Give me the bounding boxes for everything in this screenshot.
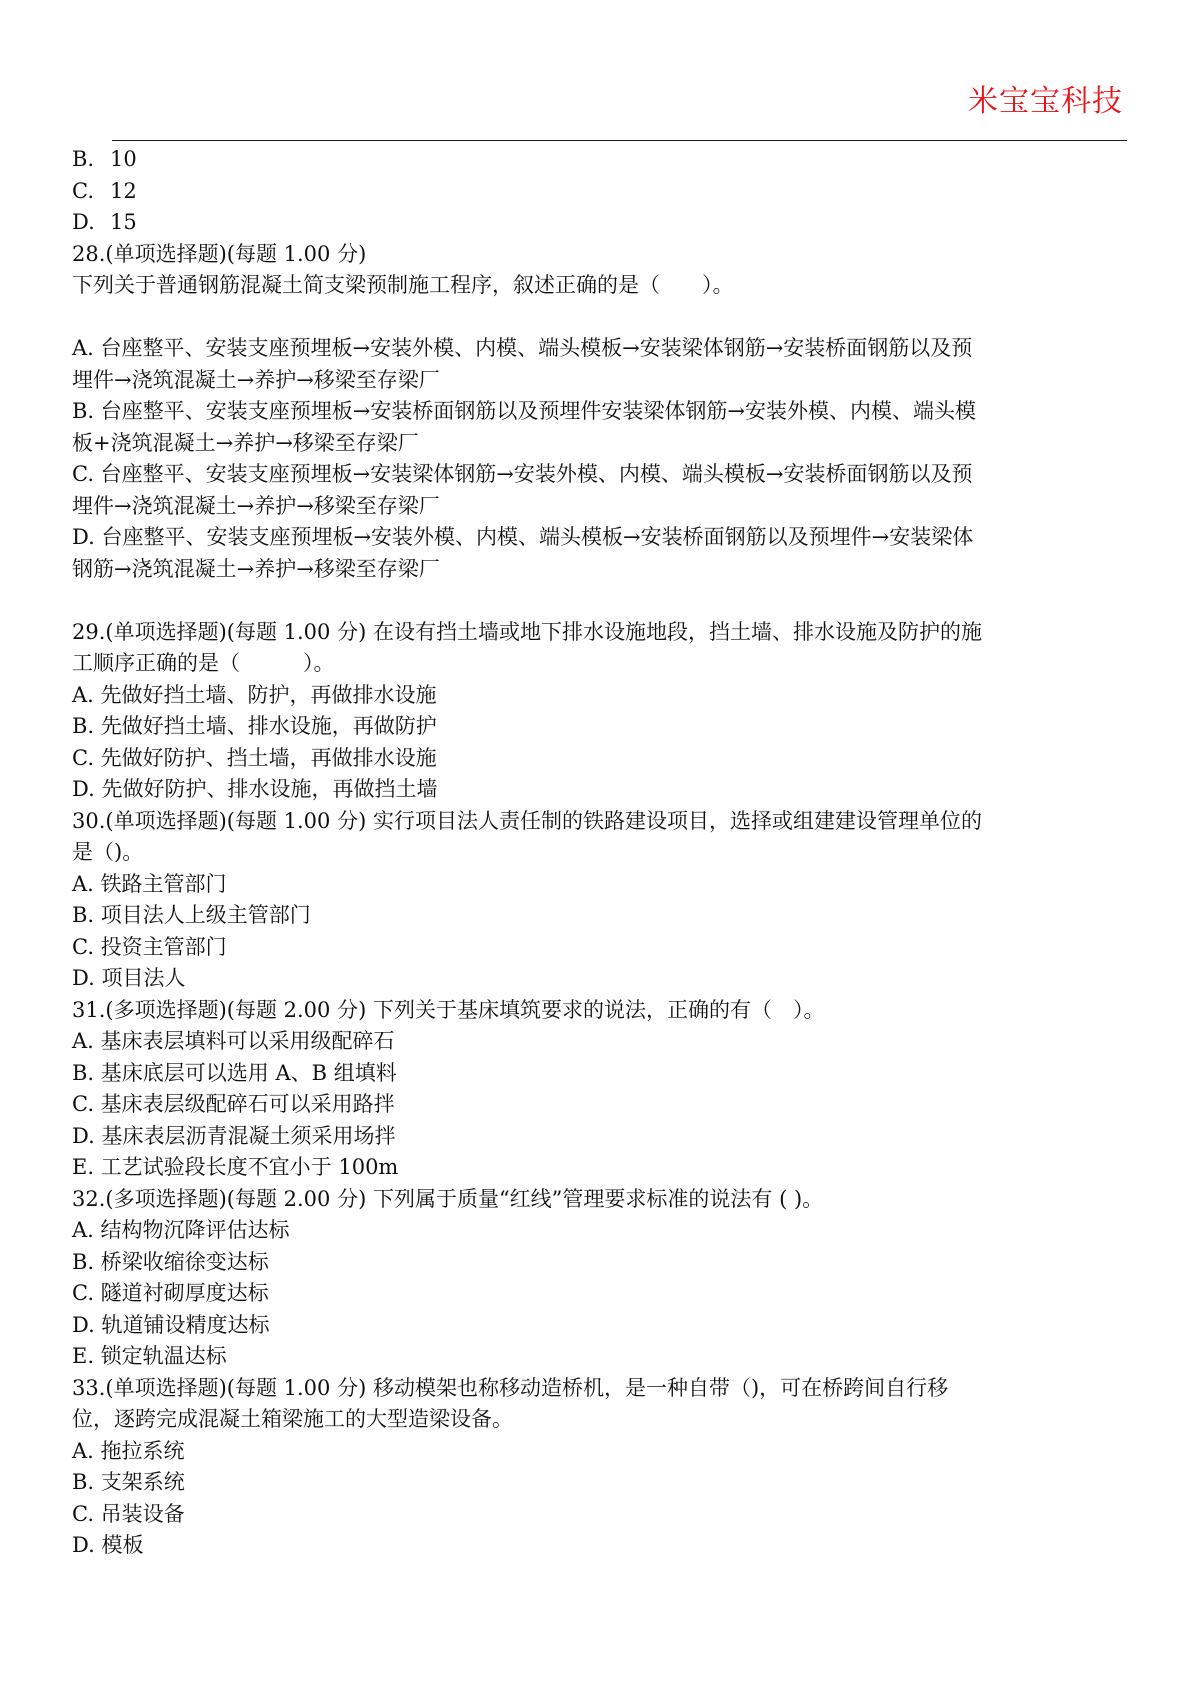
option-item: A. 基床表层填料可以采用级配碎石 xyxy=(72,1029,395,1053)
question-stem: 下列关于普通钢筋混凝土简支梁预制施工程序，叙述正确的是（ ）。 xyxy=(72,273,734,297)
question-33 xyxy=(72,1373,1132,1562)
option-text: 15 xyxy=(110,210,137,234)
option-label: D. xyxy=(72,210,95,234)
question-stem: 位，逐跨完成混凝土箱梁施工的大型造梁设备。 xyxy=(72,1407,513,1431)
option-item: A. 先做好挡土墙、防护，再做排水设施 xyxy=(72,682,437,707)
option-item xyxy=(72,176,1132,208)
option-line: 钢筋→浇筑混凝土→养护→移梁至存梁厂 xyxy=(72,556,440,581)
question-heading: 28.(单项选择题)(每题 1.00 分) xyxy=(72,241,367,266)
question-stem: 是（)。 xyxy=(72,840,144,864)
exam-content xyxy=(72,144,1132,1562)
question-stem: 工顺序正确的是（ ）。 xyxy=(72,651,335,675)
option-item: B. 桥梁收缩徐变达标 xyxy=(72,1249,269,1274)
option-line: 板+浇筑混凝土→养护→移梁至存梁厂 xyxy=(72,430,419,455)
option-line: C. 台座整平、安装支座预埋板→安装梁体钢筋→安装外模、内模、端头模板→安装桥面钢筋以及预 xyxy=(72,462,973,486)
option-label: C. xyxy=(72,178,94,203)
option-item: B. 支架系统 xyxy=(72,1470,185,1494)
option-item: C. 先做好防护、挡土墙，再做排水设施 xyxy=(72,745,437,770)
option-line: D. 台座整平、安装支座预埋板→安装外模、内模、端头模板→安装桥面钢筋以及预埋件→安装梁体 xyxy=(72,525,974,549)
option-item xyxy=(72,396,1132,459)
option-item: D. 先做好防护、排水设施，再做挡土墙 xyxy=(72,777,438,801)
option-item: E. 锁定轨温达标 xyxy=(72,1344,227,1368)
question-stem: 33.(单项选择题)(每题 1.00 分) 移动模架也称移动造桥机，是一种自带（)，可在桥跨间自行移 xyxy=(72,1375,949,1400)
option-item: D. 轨道铺设精度达标 xyxy=(72,1312,270,1337)
option-line: B. 台座整平、安装支座预埋板→安装桥面钢筋以及预埋件安装梁体钢筋→安装外模、内模、端头模 xyxy=(72,399,976,423)
option-item: D. 模板 xyxy=(72,1533,144,1557)
option-line: 埋件→浇筑混凝土→养护→移梁至存梁厂 xyxy=(72,493,440,518)
brand-logo-text: 米宝宝科技 xyxy=(968,84,1123,119)
question-29 xyxy=(72,617,1132,806)
option-item: C. 投资主管部门 xyxy=(72,934,227,959)
header-rule xyxy=(112,140,1127,141)
option-item: D. 项目法人 xyxy=(72,966,186,990)
option-item xyxy=(72,459,1132,522)
question-stem: 30.(单项选择题)(每题 1.00 分) 实行项目法人责任制的铁路建设项目，选择或组建建设管理单位的 xyxy=(72,808,982,833)
question-30 xyxy=(72,806,1132,995)
option-item xyxy=(72,207,1132,239)
option-line: A. 台座整平、安装支座预埋板→安装外模、内模、端头模板→安装梁体钢筋→安装桥面钢筋以及预 xyxy=(72,336,973,360)
question-stem: 32.(多项选择题)(每题 2.00 分) 下列属于质量“红线”管理要求标准的说法有 ( )。 xyxy=(72,1186,824,1211)
option-item xyxy=(72,522,1132,585)
prev-question-options xyxy=(72,144,1132,239)
option-item: B. 基床底层可以选用 A、B 组填料 xyxy=(72,1060,397,1085)
blank-gap xyxy=(72,585,1132,617)
option-item: E. 工艺试验段长度不宜小于 100m xyxy=(72,1155,399,1179)
question-31 xyxy=(72,995,1132,1184)
option-item: C. 基床表层级配碎石可以采用路拌 xyxy=(72,1092,395,1116)
option-item: D. 基床表层沥青混凝土须采用场拌 xyxy=(72,1123,396,1148)
question-28 xyxy=(72,239,1132,617)
option-item: A. 铁路主管部门 xyxy=(72,871,227,896)
option-item: C. 隧道衬砌厚度达标 xyxy=(72,1281,269,1305)
option-text: 12 xyxy=(110,178,137,203)
question-stem: 29.(单项选择题)(每题 1.00 分) 在设有挡土墙或地下排水设施地段，挡土墙、排水设施及防护的施 xyxy=(72,619,982,644)
question-32 xyxy=(72,1184,1132,1373)
option-item: C. 吊装设备 xyxy=(72,1501,185,1526)
option-item: B. 项目法人上级主管部门 xyxy=(72,903,311,927)
option-text: 10 xyxy=(110,147,137,171)
option-item xyxy=(72,333,1132,396)
option-item: B. 先做好挡土墙、排水设施，再做防护 xyxy=(72,714,437,738)
option-line: 埋件→浇筑混凝土→养护→移梁至存梁厂 xyxy=(72,367,440,392)
option-item: A. 结构物沉降评估达标 xyxy=(72,1218,290,1242)
question-stem: 31.(多项选择题)(每题 2.00 分) 下列关于基床填筑要求的说法，正确的有（ ）。 xyxy=(72,997,825,1022)
option-item xyxy=(72,144,1132,176)
option-item: A. 拖拉系统 xyxy=(72,1438,185,1463)
blank-gap xyxy=(72,302,1132,334)
option-label: B. xyxy=(72,147,95,171)
